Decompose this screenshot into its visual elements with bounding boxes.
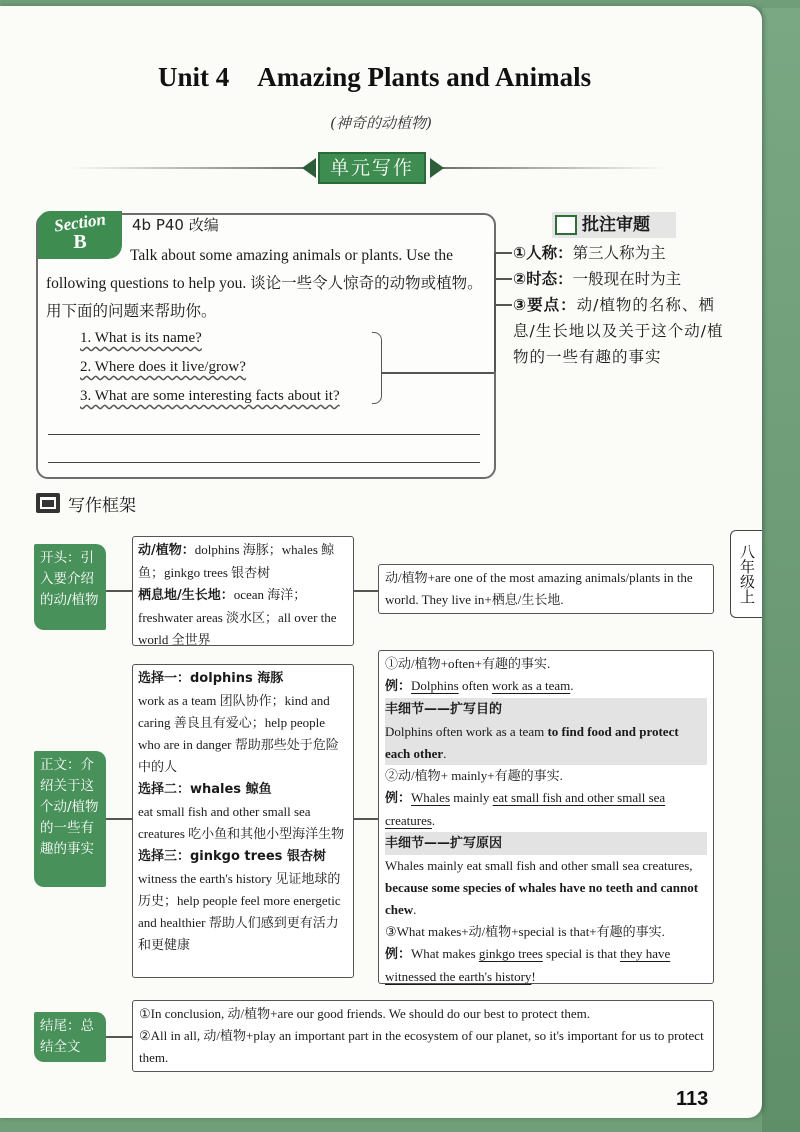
note-person: ①人称：第三人称为主 xyxy=(513,244,666,262)
textbook-page xyxy=(0,6,762,1118)
connector-opening xyxy=(106,590,132,592)
note-points: ③要点：动/植物的名称、栖息/生长地以及关于这个动/植物的一些有趣的事实 xyxy=(513,296,724,366)
connector-line-vertical xyxy=(494,252,496,372)
question-1: 1. What is its name? xyxy=(80,330,202,346)
banner-line-right xyxy=(436,167,666,169)
body-sentences-box: ①动/植物+often+有趣的事实. 例：Dolphins often work as a team. 丰细节——扩写目的 Dolphins often work as a team to find food and protect each other. ②动/植物+ mainly+有趣的事实. 例：Whales mainly eat small fish and other small sea creatures. 丰细节——扩写原因 Whales mainly eat small fish and other small sea creatures, because some species of whales have no teeth and cannot chew. ③What makes+动/植物+special is that+有趣的事实. 例：What makes ginkgo trees special is that they have witnessed the earth's history! xyxy=(378,650,714,984)
banner-arrow-right-icon xyxy=(430,158,444,178)
banner-line-left xyxy=(70,167,310,169)
label-ending: 结尾：总结全文 xyxy=(34,1012,106,1062)
section-badge-label: Section xyxy=(52,209,107,236)
grade-tab: 八年级上 xyxy=(730,530,762,618)
section-badge-letter: B xyxy=(73,231,87,253)
note-tense: ②时态：一般现在时为主 xyxy=(513,270,682,288)
question-2: 2. Where does it live/grow? xyxy=(80,359,246,375)
connector-line xyxy=(382,372,494,374)
writing-line-2 xyxy=(48,462,480,463)
banner-arrow-left-icon xyxy=(302,158,316,178)
ending-box: ①In conclusion, 动/植物+are our good friends. We should do our best to protect them. ②All in all, 动/植物+play an important part in the ecosystem of our planet, so it's important for us to protect them. xyxy=(132,1000,714,1072)
page-edge-stripe xyxy=(762,0,800,1132)
connector-body xyxy=(106,818,132,820)
connector-tick-1 xyxy=(494,252,512,254)
notes-heading: 批注审题 xyxy=(552,212,676,238)
label-opening: 开头：引入要介绍的动/植物 xyxy=(34,544,106,630)
connector-opening-2 xyxy=(354,590,378,592)
label-body: 正文：介绍关于这个动/植物的一些有趣的事实 xyxy=(34,751,106,887)
connector-tick-2 xyxy=(494,278,512,280)
page-number: 113 xyxy=(676,1088,709,1110)
task-instructions: Talk about some amazing animals or plants. Use the following questions to help you. 谈论一些令人惊奇的动物或植物。用下面的问题来帮助你。 xyxy=(46,247,483,320)
writing-line-1 xyxy=(48,434,480,435)
page-subtitle: (神奇的动植物) xyxy=(330,114,432,132)
opening-vocab-box: 动/植物：dolphins 海豚；whales 鲸鱼；ginkgo trees 银杏树 栖息地/生长地：ocean 海洋；freshwater areas 淡水区；all over the world 全世界 xyxy=(132,536,354,646)
connector-body-2 xyxy=(354,818,378,820)
body-options-box: 选择一：dolphins 海豚 work as a team 团队协作；kind and caring 善良且有爱心；help people who are in danger 帮助那些处于危险中的人 选择二：whales 鲸鱼 eat small fish and other small sea creatures 吃小鱼和其他小型海洋生物 选择三：ginkgo trees 银杏树 witness the earth's history 见证地球的历史；help people feel more energetic and healthier 帮助人们感到更有活力和更健康 xyxy=(132,664,354,978)
connector-ending xyxy=(106,1036,132,1038)
page-title: Unit 4 Amazing Plants and Animals xyxy=(158,62,592,92)
question-3: 3. What are some interesting facts about it? xyxy=(80,388,340,404)
questions-bracket xyxy=(372,332,382,404)
opening-sentence-box: 动/植物+are one of the most amazing animals/plants in the world. They live in+栖息/生长地. xyxy=(378,564,714,614)
connector-tick-3 xyxy=(494,304,512,306)
section-banner: 单元写作 xyxy=(318,152,426,184)
task-source: 4b P40 改编 xyxy=(132,216,219,234)
pencil-note-icon xyxy=(555,215,577,235)
framework-heading: 写作框架 xyxy=(68,496,136,516)
framework-icon xyxy=(36,493,60,513)
